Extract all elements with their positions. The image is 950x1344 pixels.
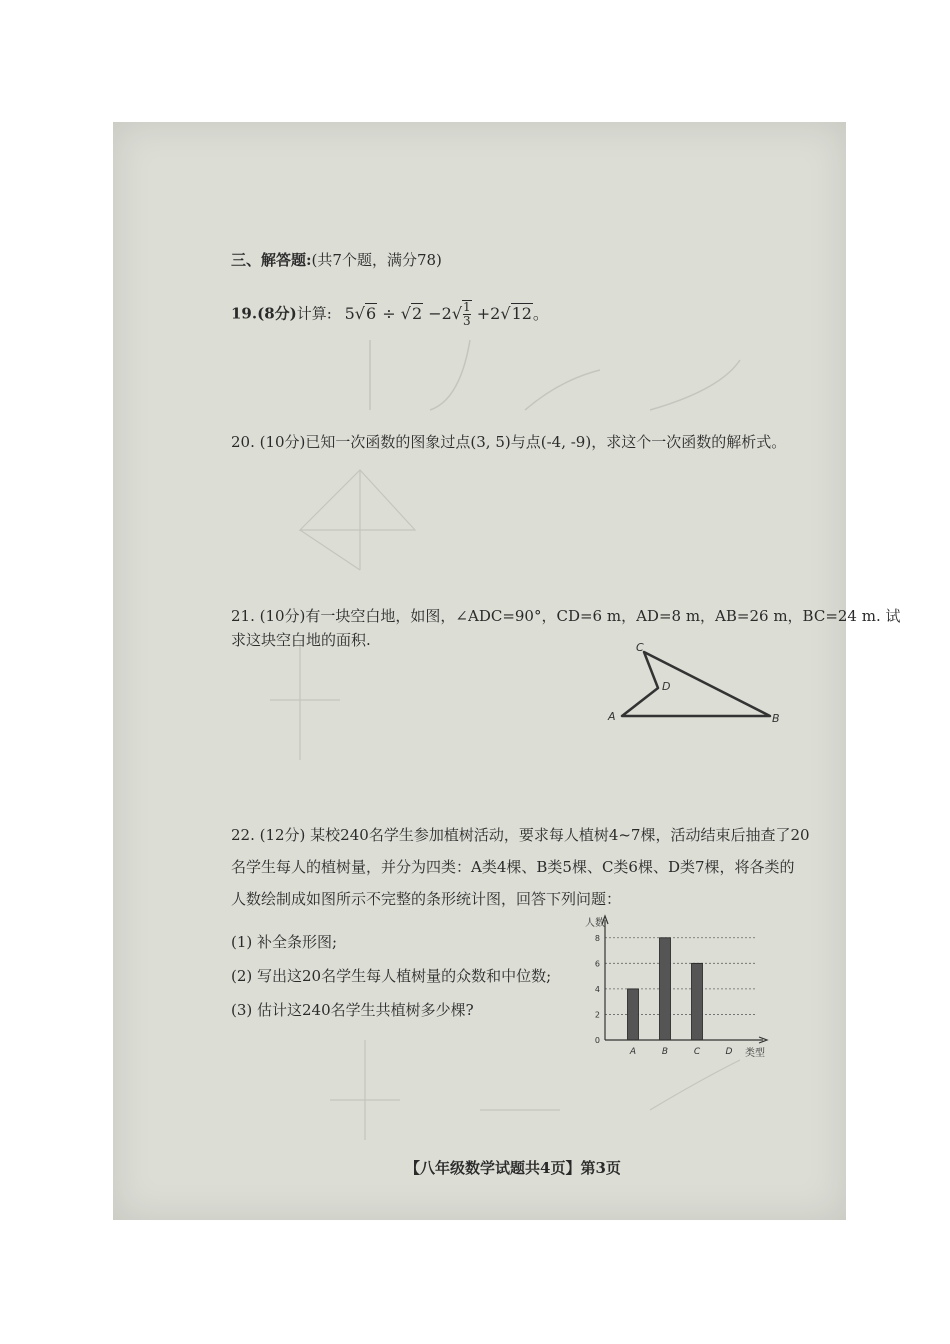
quadrilateral-figure	[600, 640, 790, 730]
quadrilateral-outline	[622, 652, 770, 716]
section-heading	[231, 250, 442, 270]
question-21-line-2: 求这块空白地的面积.	[231, 631, 371, 649]
bar-A	[628, 989, 639, 1040]
y-tick-label: 8	[594, 933, 600, 943]
chart-tick-labels	[595, 934, 600, 1045]
question-22-sub-1: (1) 补全条形图;	[231, 933, 338, 951]
vertex-label-a: A	[608, 710, 616, 723]
category-label-B: B	[661, 1047, 669, 1057]
chart-bars	[628, 938, 703, 1040]
bar-C	[692, 963, 703, 1040]
q19-prompt: 计算:	[296, 304, 332, 323]
q19-number: 19.	[231, 304, 258, 323]
question-22-line-1: 22. (12分) 某校240名学生参加植树活动，要求每人植树4~7棵，活动结束后抽查了20	[231, 826, 810, 844]
page-footer: 【八年级数学试题共4页】第3页	[405, 1159, 621, 1177]
vertex-label-d: D	[662, 680, 671, 693]
question-19	[231, 300, 549, 340]
y-tick-label: 0	[594, 1036, 600, 1045]
question-22-sub-3: (3) 估计这240名学生共植树多少棵?	[231, 1001, 474, 1019]
bar-chart	[580, 910, 780, 1060]
y-axis-label: 人数	[585, 918, 605, 929]
question-21-line-1: 21. (10分)有一块空白地，如图，∠ADC=90°，CD=6 m，AD=8 m，AB=26 m，BC=24 m. 试	[231, 607, 901, 625]
question-22-sub-2: (2) 写出这20名学生每人植树量的众数和中位数;	[231, 967, 552, 985]
category-label-C: C	[693, 1047, 701, 1057]
question-22-line-3: 人数绘制成如图所示不完整的条形统计图，回答下列问题：	[231, 890, 622, 908]
vertex-label-c: C	[636, 641, 644, 654]
vertex-label-b: B	[772, 712, 780, 725]
section-heading-title: 三、解答题:	[231, 251, 312, 269]
chart-category-labels	[629, 1047, 733, 1057]
category-label-D: D	[725, 1047, 733, 1057]
category-label-A: A	[629, 1047, 637, 1057]
bar-B	[660, 938, 671, 1040]
x-axis-label: 类型	[745, 1048, 765, 1059]
y-tick-label: 4	[594, 984, 600, 994]
q19-expression: 5√6 ÷ √2 −2√ $\frac{1}{3}$ +2√12。	[344, 300, 549, 328]
question-22-line-2: 名学生每人的植树量，并分为四类：A类4棵、B类5棵、C类6棵、D类7棵，将各类的	[231, 858, 795, 876]
section-heading-note: (共7个题，满分78)	[311, 251, 442, 269]
question-20: 20. (10分)已知一次函数的图象过点(3, 5)与点(-4, -9)，求这个一次函数的解析式。	[231, 433, 787, 451]
y-tick-label: 6	[594, 959, 600, 969]
q19-points: (8分)	[257, 304, 297, 323]
y-tick-label: 2	[594, 1010, 600, 1020]
